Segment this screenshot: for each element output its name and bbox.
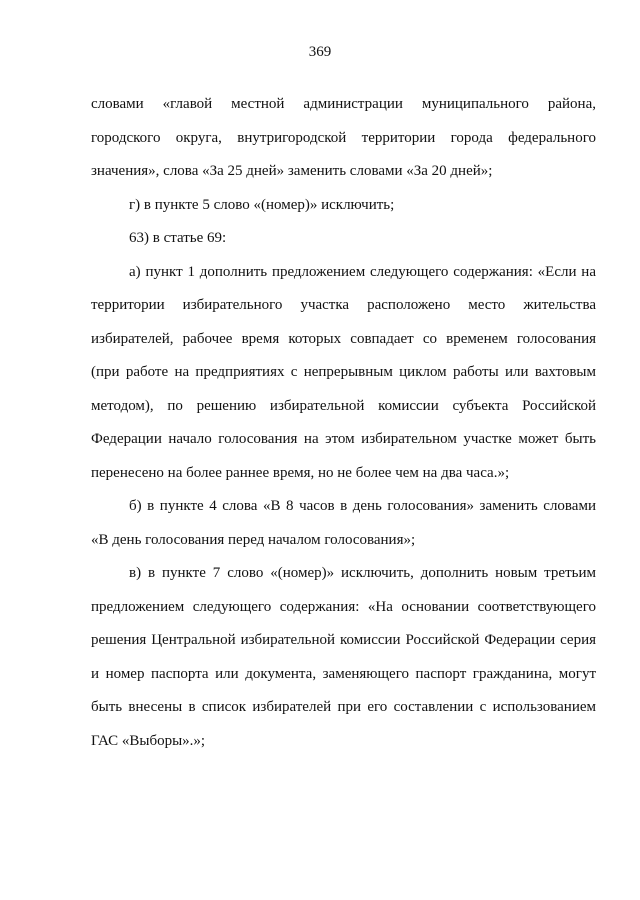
text-line: городского округа, внутригородской территории города федерального — [91, 129, 596, 146]
text-line: значения», слова «За 25 дней» заменить словами «За 20 дней»; — [91, 163, 493, 179]
page-number: 369 — [308, 44, 332, 60]
text-line: в) в пункте 7 слово «(номер)» исключить, дополнить новым третьим — [129, 565, 596, 581]
text-line: г) в пункте 5 слово «(номер)» исключить; — [129, 196, 395, 213]
text-line: решения Центральной избирательной комиссии Российской Федерации серия — [91, 632, 596, 648]
text-line: а) пункт 1 дополнить предложением следующего содержания: «Если на — [129, 263, 596, 280]
text-line: предложением следующего содержания: «На основании соответствующего — [91, 598, 596, 615]
text-line: «В день голосования перед началом голосования»; — [91, 531, 416, 548]
text-line: ГАС «Выборы».»; — [91, 732, 206, 749]
text-line: б) в пункте 4 слова «В 8 часов в день голосования» заменить словами — [129, 498, 596, 514]
text-line: методом), по решению избирательной комиссии субъекта Российской — [91, 397, 596, 414]
text-line: перенесено на более раннее время, но не более чем на два часа.»; — [91, 464, 510, 481]
text-line: Федерации начало голосования на этом избирательном участке может быть — [91, 431, 596, 447]
document-body — [91, 88, 596, 758]
text-line: избирателей, рабочее время которых совпадает со временем голосования — [91, 330, 596, 347]
text-line: быть внесены в список избирателей при его составлении с использованием — [91, 699, 596, 715]
text-line: и номер паспорта или документа, заменяющего паспорт гражданина, могут — [91, 665, 596, 682]
text-line: (при работе на предприятиях с непрерывным циклом работы или вахтовым — [91, 364, 596, 380]
text-line: территории избирательного участка расположено место жительства — [91, 297, 596, 313]
text-line: словами «главой местной администрации муниципального района, — [91, 96, 596, 112]
text-line: 63) в статье 69: — [129, 230, 227, 246]
